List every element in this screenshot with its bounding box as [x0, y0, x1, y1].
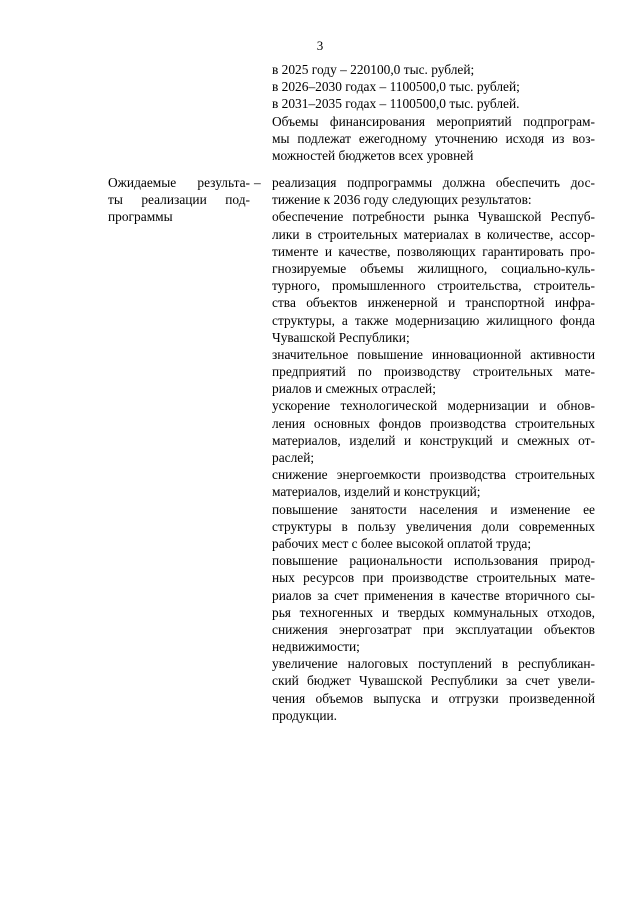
- results-line: реализация подпрограммы должна обеспечить дос-: [272, 175, 595, 190]
- results-line: рья техногенных и твердых коммунальных отходов,: [272, 604, 595, 620]
- results-line: недвижимости;: [272, 639, 360, 655]
- results-line: значительное повышение инновационной активности: [272, 346, 595, 362]
- results-line: материалов, изделий и конструкций и смежных от-: [272, 432, 595, 448]
- results-line: ускорение технологической модернизации и обнов-: [272, 398, 595, 414]
- results-line: структуры, а также модернизацию жилищного фонда: [272, 312, 595, 328]
- funding-line: мы подлежат ежегодному уточнению исходя из воз-: [272, 130, 595, 146]
- results-line: структуры в пользу увеличения доли современных: [272, 518, 595, 534]
- results-label-line: программы: [108, 209, 173, 225]
- results-dash: –: [254, 175, 261, 190]
- results-line: ления основных фондов производства строительных: [272, 415, 595, 431]
- funding-line: в 2026–2030 годах – 1100500,0 тыс. рублей;: [272, 79, 520, 95]
- results-line: повышение занятости населения и изменение ее: [272, 501, 595, 517]
- funding-line: Объемы финансирования мероприятий подпрограм-: [272, 113, 595, 129]
- results-line: увеличение налоговых поступлений в республикан-: [272, 656, 595, 672]
- funding-line: в 2031–2035 годах – 1100500,0 тыс. рублей.: [272, 96, 520, 112]
- funding-line: в 2025 году – 220100,0 тыс. рублей;: [272, 62, 475, 77]
- results-line: чения объемов выпуска и отгрузки произведенной: [272, 690, 595, 706]
- results-line: лики в строительных материалах в количестве, ассор-: [272, 226, 595, 242]
- results-line: риалов за счет применения в качестве вторичного сы-: [272, 587, 595, 603]
- results-line: тижение к 2036 году следующих результатов:: [272, 192, 532, 208]
- results-line: риалов и смежных отраслей;: [272, 381, 436, 397]
- results-line: повышение рациональности использования природ-: [272, 553, 595, 569]
- funding-block: [272, 61, 595, 164]
- results-line: гнозируемые объемы жилищного, социально-куль-: [272, 260, 595, 276]
- results-line: турного, промышленного строительства, строитель-: [272, 278, 595, 294]
- results-line: Чувашской Республики;: [272, 329, 410, 345]
- page-number: 3: [316, 38, 324, 53]
- results-line: предприятий по производству строительных мате-: [272, 364, 595, 380]
- results-block: [272, 174, 595, 724]
- results-line: ных ресурсов при производстве строительных мате-: [272, 570, 595, 586]
- results-line: раслей;: [272, 450, 315, 465]
- results-line: обеспечение потребности рынка Чувашской Респуб-: [272, 209, 595, 225]
- results-label-line: ты реализации под-: [108, 192, 250, 208]
- results-label-line: Ожидаемые результа-: [108, 175, 250, 190]
- results-line: снижения энергозатрат при эксплуатации объектов: [272, 621, 595, 637]
- results-line: материалов, изделий и конструкций;: [272, 484, 481, 500]
- results-line: продукции.: [272, 707, 338, 723]
- results-label: [108, 174, 250, 226]
- results-line: ский бюджет Чувашской Республики за счет увели-: [272, 673, 595, 689]
- results-line: рабочих мест с более высокой оплатой труда;: [272, 535, 532, 551]
- results-line: снижение энергоемкости производства строительных: [272, 467, 595, 483]
- results-line: тименте и качестве, позволяющих гарантировать про-: [272, 243, 595, 259]
- funding-line: можностей бюджетов всех уровней: [272, 147, 474, 163]
- results-line: ства объектов инженерной и транспортной инфра-: [272, 295, 595, 311]
